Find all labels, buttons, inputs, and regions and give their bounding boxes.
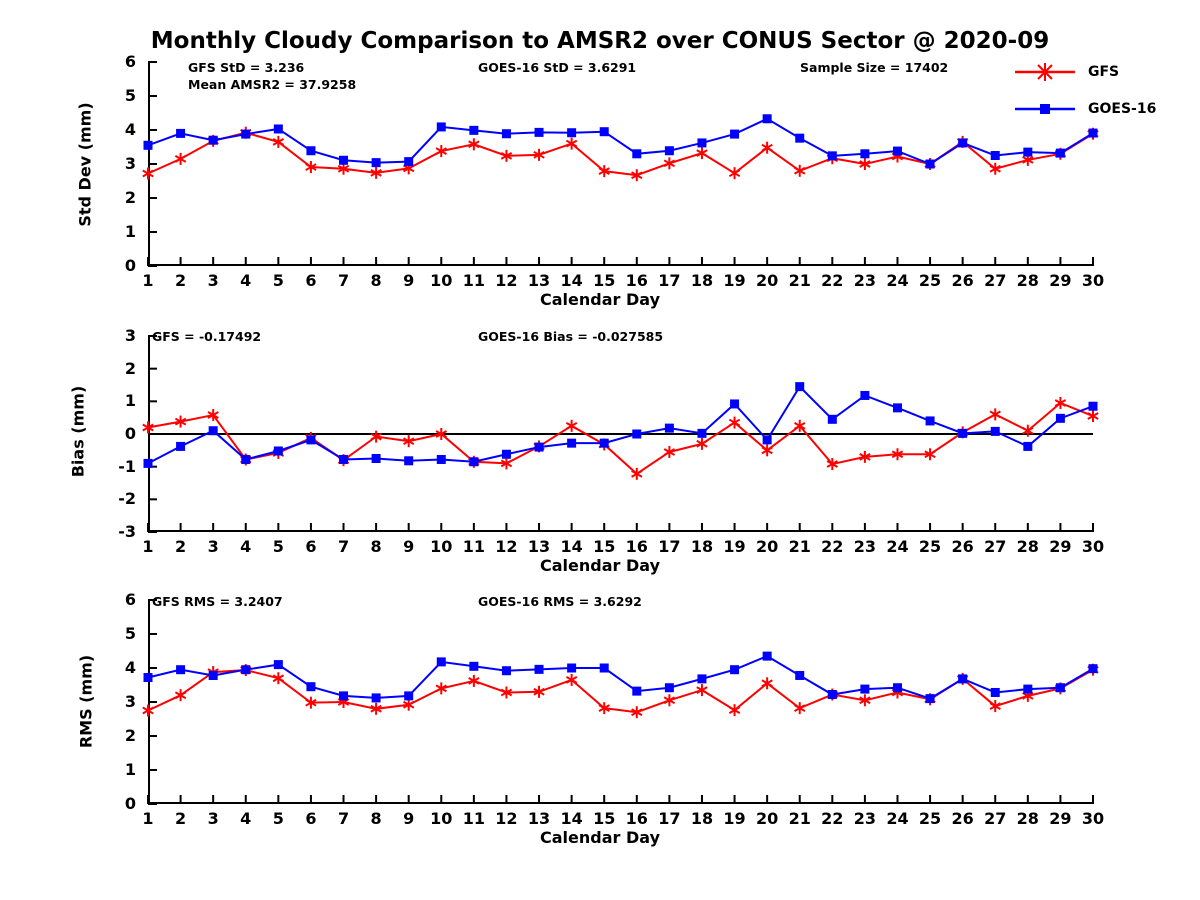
x-axis-label-rms: Calendar Day	[540, 828, 660, 847]
x-tick-label: 22	[821, 809, 844, 828]
x-tick-label: 16	[625, 809, 648, 828]
panel-rms	[0, 570, 1200, 900]
x-tick-label: 21	[788, 809, 811, 828]
x-tick-label: 3	[207, 271, 219, 290]
x-tick-label: 17	[658, 271, 681, 290]
x-tick-label: 5	[272, 809, 284, 828]
y-tick-label: 1	[124, 222, 136, 241]
x-tick-label: 27	[984, 271, 1007, 290]
x-tick-label: 21	[788, 271, 811, 290]
x-tick-label: 22	[821, 271, 844, 290]
x-tick-label: 10	[430, 537, 453, 556]
y-tick-label: 5	[124, 624, 136, 643]
x-tick-label: 20	[755, 537, 779, 556]
legend-label-gfs: GFS	[1088, 64, 1120, 80]
x-tick-label: 1	[142, 537, 154, 556]
x-tick-label: 4	[240, 537, 252, 556]
x-tick-label: 13	[527, 537, 551, 556]
x-tick-label: 9	[403, 809, 415, 828]
x-tick-label: 13	[527, 809, 551, 828]
x-tick-label: 27	[984, 809, 1007, 828]
x-tick-label: 29	[1049, 809, 1072, 828]
x-tick-label: 19	[723, 809, 746, 828]
x-tick-label: 4	[240, 809, 252, 828]
x-tick-label: 14	[560, 809, 583, 828]
annotation-gfs-bias: GFS = -0.17492	[152, 329, 262, 344]
y-tick-label: -3	[118, 522, 136, 541]
x-tick-label: 7	[337, 271, 350, 290]
x-tick-label: 28	[1016, 809, 1039, 828]
x-tick-label: 23	[853, 809, 877, 828]
x-tick-label: 3	[207, 537, 219, 556]
x-tick-label: 18	[690, 271, 714, 290]
y-axis-label-std-dev: Std Dev (mm)	[75, 102, 95, 227]
y-tick-label: -1	[118, 456, 136, 476]
x-tick-label: 20	[755, 271, 779, 290]
x-tick-label: 29	[1049, 271, 1072, 290]
x-tick-label: 12	[495, 271, 518, 290]
y-tick-label: 1	[124, 391, 136, 411]
y-tick-label: 6	[124, 590, 136, 609]
x-tick-label: 11	[462, 271, 485, 290]
x-tick-label: 14	[560, 271, 583, 290]
x-tick-label: 29	[1049, 537, 1072, 556]
x-tick-label: 10	[430, 271, 453, 290]
x-tick-label: 6	[305, 809, 317, 828]
y-tick-label: 0	[124, 424, 136, 443]
x-tick-label: 30	[1081, 809, 1105, 828]
x-tick-label: 21	[788, 537, 811, 556]
x-tick-label: 20	[755, 809, 779, 828]
y-tick-label: 3	[124, 154, 136, 173]
panel-bias	[0, 300, 1200, 600]
x-tick-label: 3	[207, 809, 219, 828]
x-tick-label: 9	[403, 537, 415, 556]
x-tick-label: 1	[142, 271, 154, 290]
x-tick-label: 6	[305, 271, 317, 290]
y-tick-label: 0	[124, 794, 136, 813]
x-tick-label: 10	[430, 809, 453, 828]
x-tick-label: 11	[462, 809, 485, 828]
x-tick-label: 2	[175, 809, 187, 828]
y-tick-label: 2	[124, 726, 136, 745]
y-tick-label: 1	[124, 760, 136, 779]
x-tick-label: 18	[690, 809, 714, 828]
y-tick-label: -2	[118, 489, 136, 509]
x-tick-label: 4	[240, 271, 252, 290]
x-tick-label: 30	[1081, 271, 1105, 290]
x-tick-label: 16	[625, 537, 648, 556]
x-tick-label: 19	[723, 271, 746, 290]
x-tick-label: 26	[951, 271, 974, 290]
x-tick-label: 12	[495, 537, 518, 556]
x-tick-label: 9	[403, 271, 415, 290]
y-tick-label: 5	[124, 86, 136, 105]
x-tick-label: 8	[370, 271, 382, 290]
annotation-mean-amsr2: Mean AMSR2 = 37.9258	[188, 77, 357, 92]
x-tick-label: 12	[495, 809, 518, 828]
x-tick-label: 2	[175, 537, 187, 556]
x-tick-label: 26	[951, 537, 974, 556]
x-tick-label: 28	[1016, 537, 1039, 556]
x-tick-label: 24	[886, 809, 909, 828]
y-tick-label: 2	[124, 188, 136, 207]
x-tick-label: 7	[337, 537, 350, 556]
annotation-sample-size: Sample Size = 17402	[800, 60, 949, 75]
y-axis-label-bias: Bias (mm)	[68, 385, 88, 478]
x-tick-label: 23	[853, 271, 877, 290]
annotation-gfs-rms: GFS RMS = 3.2407	[152, 594, 283, 609]
x-tick-label: 5	[272, 271, 284, 290]
y-tick-label: 2	[124, 358, 136, 378]
plot-lines-std-dev	[0, 0, 1200, 300]
x-tick-label: 15	[593, 271, 616, 290]
x-tick-label: 6	[305, 537, 317, 556]
annotation-goes-std: GOES-16 StD = 3.6291	[478, 60, 637, 75]
page-title: Monthly Cloudy Comparison to AMSR2 over CONUS Sector @ 2020-09	[150, 28, 1050, 54]
x-tick-label: 8	[370, 809, 382, 828]
legend-label-goes16: GOES-16	[1088, 101, 1157, 117]
x-axis-label-bias: Calendar Day	[540, 556, 660, 575]
annotation-goes-bias: GOES-16 Bias = -0.027585	[478, 329, 664, 344]
x-tick-label: 25	[918, 809, 942, 828]
x-tick-label: 1	[142, 809, 154, 828]
x-tick-label: 27	[984, 537, 1007, 556]
y-tick-label: 4	[124, 658, 136, 677]
x-tick-label: 30	[1081, 537, 1105, 556]
x-tick-label: 13	[527, 271, 551, 290]
x-tick-label: 14	[560, 537, 583, 556]
y-tick-label: 6	[124, 52, 136, 71]
x-tick-label: 26	[951, 809, 974, 828]
y-tick-label: 3	[124, 692, 136, 711]
x-tick-label: 2	[175, 271, 187, 290]
x-tick-label: 24	[886, 537, 909, 556]
plot-lines-rms	[0, 570, 1200, 900]
x-tick-label: 8	[370, 537, 382, 556]
x-tick-label: 19	[723, 537, 746, 556]
x-tick-label: 28	[1016, 271, 1039, 290]
x-tick-label: 17	[658, 537, 681, 556]
x-tick-label: 15	[593, 537, 616, 556]
x-tick-label: 11	[462, 537, 485, 556]
x-tick-label: 18	[690, 537, 714, 556]
annotation-gfs-std: GFS StD = 3.236	[188, 60, 305, 75]
x-axis-label-std-dev: Calendar Day	[540, 290, 660, 309]
panel-std-dev	[0, 0, 1200, 309]
x-tick-label: 22	[821, 537, 844, 556]
x-tick-label: 23	[853, 537, 877, 556]
x-tick-label: 24	[886, 271, 909, 290]
x-tick-label: 16	[625, 271, 648, 290]
y-tick-label: 4	[124, 120, 136, 139]
x-tick-label: 17	[658, 809, 681, 828]
x-tick-label: 15	[593, 809, 616, 828]
annotation-goes-rms: GOES-16 RMS = 3.6292	[478, 594, 642, 609]
y-axis-label-rms: RMS (mm)	[76, 654, 96, 749]
y-tick-label: 0	[124, 256, 136, 275]
x-tick-label: 25	[918, 271, 942, 290]
x-tick-label: 5	[272, 537, 284, 556]
x-tick-label: 25	[918, 537, 942, 556]
x-tick-label: 7	[337, 809, 350, 828]
y-tick-label: 3	[124, 326, 136, 345]
